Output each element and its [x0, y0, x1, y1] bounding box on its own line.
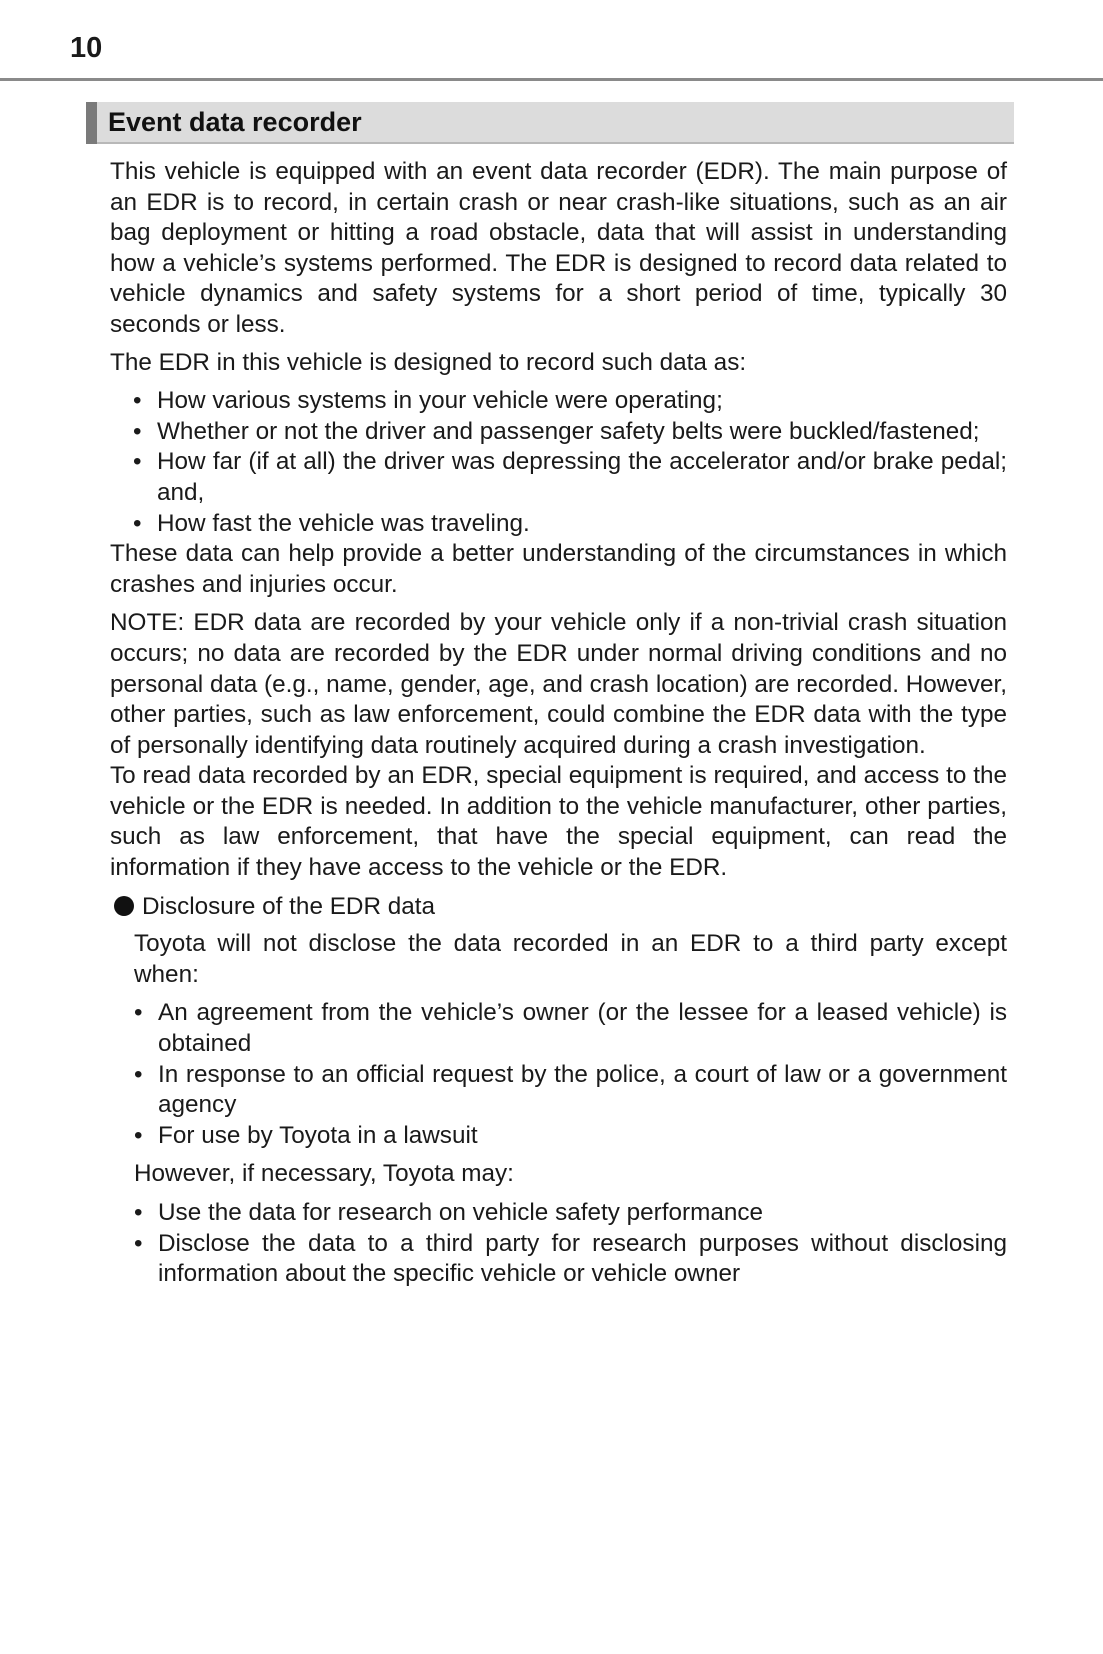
list-item: • How fast the vehicle was traveling.: [110, 509, 1007, 540]
note-paragraph: NOTE: EDR data are recorded by your vehicle only if a non-trivial crash situation occurs; no data are recorded by the EDR under normal driving conditions and no personal data (e.g., name, gender, age, and crash location) are recorded. However, other parties, such as law enforcement, could combine the EDR data with the type of personally identifying data routinely acquired during a crash investigation.: [110, 609, 1007, 759]
section-accent-bar: [86, 102, 97, 144]
content-body: [110, 157, 1007, 1290]
intro-paragraph: This vehicle is equipped with an event data recorder (EDR). The main purpose of an EDR is to record, in certain crash or near crash-like situations, such as an air bag deployment or hitting a road obstacle, data that will assist in understanding how a vehicle’s systems performed. The EDR is designed to record data related to vehicle dynamics and safety systems for a short period of time, typically 30 seconds or less.: [110, 158, 1007, 338]
however-paragraph: However, if necessary, Toyota may:: [134, 1160, 514, 1188]
edr-data-list: [110, 386, 1007, 539]
list-item: • In response to an official request by the police, a court of law or a government agency: [134, 1060, 1007, 1119]
understanding-paragraph: These data can help provide a better understanding of the circumstances in which crashes and injuries occur.: [110, 540, 1007, 598]
disclosure-section: [134, 929, 1007, 1290]
list-item: • How far (if at all) the driver was depressing the accelerator and/or brake pedal; and,: [133, 448, 1007, 506]
list-item: • How various systems in your vehicle were operating;: [110, 386, 1007, 417]
top-divider: [0, 78, 1103, 81]
bullet-dot: •: [134, 1060, 143, 1088]
list-item: • Use the data for research on vehicle safety performance: [134, 1198, 1007, 1229]
list-item: • For use by Toyota in a lawsuit: [134, 1121, 1007, 1152]
toyota-may-list: [134, 1198, 1007, 1290]
disclosure-heading: [110, 892, 1007, 923]
filled-circle-icon: [114, 896, 134, 916]
page-number: 10: [70, 32, 103, 64]
bullet-dot: •: [134, 1229, 143, 1257]
bullet-dot: •: [133, 417, 142, 445]
section-header: [86, 102, 1014, 144]
section-title: Event data recorder: [108, 107, 362, 137]
bullet-dot: •: [133, 448, 142, 476]
list-item: • Disclose the data to a third party for research purposes without disclosing information about the specific vehicle or vehicle owner: [134, 1229, 1007, 1288]
bullet-dot: •: [134, 999, 143, 1027]
disclosure-exceptions-list: [134, 998, 1007, 1151]
list-item: • An agreement from the vehicle’s owner (or the lessee for a leased vehicle) is obtained: [134, 999, 1007, 1058]
access-paragraph: To read data recorded by an EDR, special equipment is required, and access to the vehicle or the EDR is needed. In addition to the vehicle manufacturer, other parties, such as law enforcement, that have the special equipment, can read the information if they have access to the vehicle or the EDR.: [110, 762, 1007, 882]
list-item: • Whether or not the driver and passenger safety belts were buckled/fastened;: [110, 417, 1007, 448]
bullet-dot: •: [133, 387, 142, 415]
disclosure-heading-text: Disclosure of the EDR data: [142, 892, 436, 920]
bullet-dot: •: [133, 509, 142, 537]
edr-data-intro: The EDR in this vehicle is designed to record such data as:: [110, 348, 747, 376]
disclosure-paragraph: Toyota will not disclose the data recorded in an EDR to a third party except when:: [134, 930, 1007, 988]
bullet-dot: •: [134, 1199, 143, 1226]
bullet-dot: •: [134, 1121, 143, 1149]
